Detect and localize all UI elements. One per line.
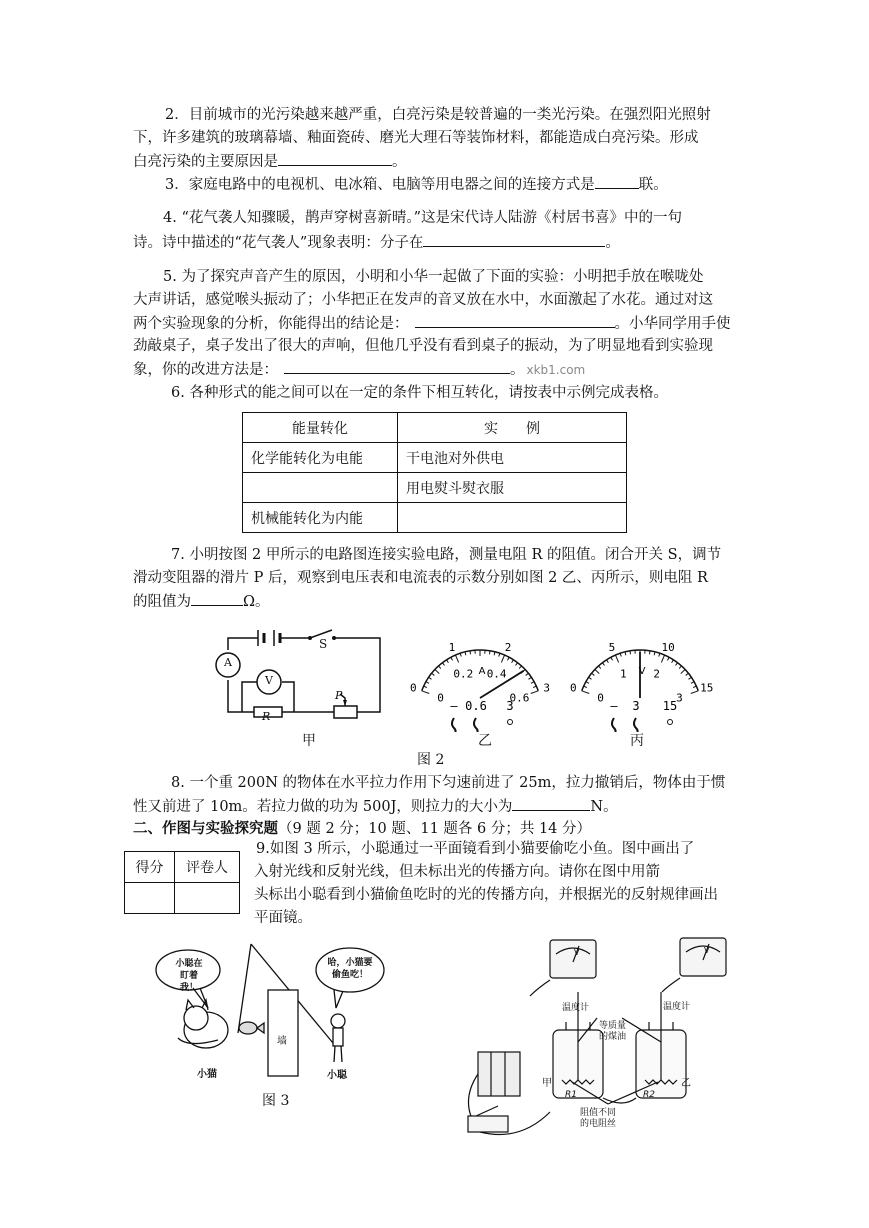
boy-bubble: 哈，小猫要 偷鱼吃！ <box>327 958 373 980</box>
dial-terminal-label: 15 <box>662 699 678 713</box>
dial-terminal <box>508 720 513 725</box>
section-heading: 二、作图与实验探究题（9 题 2 分；10 题、11 题各 6 分；共 14 分） <box>133 821 592 837</box>
dial-tick <box>582 691 590 694</box>
boy-label: 小聪 <box>327 1070 347 1081</box>
table-header: 能量转化 <box>243 413 398 443</box>
dial-tick <box>611 657 613 660</box>
score-table <box>124 851 240 914</box>
dial-tick <box>501 655 504 662</box>
figure-caption: 图 2 <box>417 752 445 768</box>
dial-tick <box>460 653 461 656</box>
q5-line5: 象，你的改进方法是： 。 xkb1.com <box>133 358 585 381</box>
q9-line1: 9.如图 3 所示，小聪通过一平面镜看到小猫要偷吃小鱼。图中画出了 <box>256 841 695 857</box>
dial-outer-label: 5 <box>608 640 616 654</box>
table-cell-answer[interactable] <box>398 503 627 533</box>
dial-tick <box>599 666 601 669</box>
dial-tick <box>489 651 490 654</box>
dial-tick <box>432 673 435 675</box>
q2-line3: 白亮污染的主要原因是 。 <box>133 150 407 173</box>
table-header: 实 例 <box>398 413 627 443</box>
dial-outer-label: 0 <box>409 681 417 695</box>
answer-blank[interactable] <box>423 231 605 247</box>
table-cell: 干电池对外供电 <box>398 443 627 473</box>
thermometer-right-label: 温度计 <box>663 1002 691 1012</box>
dial-tick <box>507 657 509 660</box>
q9-line4: 平面镜。 <box>254 910 312 926</box>
table-cell: 化学能转化为电能 <box>243 443 398 473</box>
thermometer-left-label: 温度计 <box>562 1003 590 1013</box>
dial-outer-label: 10 <box>661 640 675 654</box>
dial-tick <box>442 663 444 666</box>
score-cell[interactable] <box>125 883 175 914</box>
energy-table <box>242 412 627 533</box>
q9-line2: 入射光线和反射光线，但未标出光的传播方向。请你在图中用箭 <box>254 864 660 880</box>
dial-terminal-label: 3 <box>632 699 640 713</box>
dial-wire <box>612 718 616 732</box>
dial-tick <box>607 660 609 663</box>
answer-blank[interactable] <box>512 795 590 811</box>
circuit-diagram <box>210 620 390 720</box>
dial-tick <box>661 655 664 662</box>
dial-tick <box>686 673 689 675</box>
switch-label: S <box>319 637 328 651</box>
table-cell: 机械能转化为内能 <box>243 503 398 533</box>
dial-outer-label: 2 <box>504 640 512 654</box>
watermark: xkb1.com <box>526 363 586 377</box>
q4-line2: 诗。诗中描述的“花气袭人”现象表明：分子在 。 <box>133 231 620 254</box>
answer-blank[interactable] <box>595 173 639 189</box>
dial-tick <box>693 686 696 687</box>
cat-label: 小猫 <box>197 1069 217 1080</box>
dial-tick <box>679 666 681 669</box>
ammeter-svg <box>400 612 560 732</box>
ammeter-label: A <box>224 656 232 669</box>
dial-tick <box>470 651 471 654</box>
dial-tick <box>586 682 589 684</box>
dial-tick <box>533 686 536 687</box>
dial-tick <box>649 651 650 654</box>
dial-tick <box>451 657 453 660</box>
dial-terminal <box>668 720 673 725</box>
q5-line4: 劲敲桌子，桌子发出了很大的声响，但他几乎没有看到桌子的振动，为了明显地看到实验现 <box>133 338 713 354</box>
dial-terminal-label: — <box>450 699 458 713</box>
figure3-caption: 图 3 <box>262 1093 290 1109</box>
q9-line3: 头标出小聪看到小猫偷鱼吃时的光的传播方向，并根据光的反射规律画出 <box>254 887 718 903</box>
dial-inner-label: 0 <box>597 691 604 705</box>
ammeter-dial <box>400 612 560 732</box>
dial-tick <box>426 682 429 684</box>
dial-terminal-label: — <box>610 699 618 713</box>
figure-label-jia: 甲 <box>302 733 316 749</box>
voltmeter-label: V <box>265 674 273 687</box>
dial-inner-label: 0.6 <box>509 691 530 705</box>
dial-tick <box>499 653 500 656</box>
dial-inner-label: 0 <box>437 691 444 705</box>
dial-inner-label: 1 <box>620 667 627 681</box>
dial-unit: V <box>638 666 646 677</box>
dial-tick <box>615 655 618 662</box>
score-header: 得分 <box>125 852 175 883</box>
q7-line3: 的阻值为 Ω。 <box>133 590 270 613</box>
voltmeter-svg <box>560 612 720 732</box>
q7-line1: 7. 小明按图 2 甲所示的电路图连接实验电路，测量电阻 R 的阻值。闭合开关 S，调节 <box>171 547 722 563</box>
dial-tick <box>531 691 539 694</box>
meter-right-label: V <box>704 946 710 955</box>
dial-tick <box>422 691 430 694</box>
dial-terminal-label: 0.6 <box>465 699 487 713</box>
dial-tick <box>672 660 674 663</box>
dial-tick <box>531 682 534 684</box>
dial-tick <box>691 682 694 684</box>
slider-label: P <box>335 689 343 702</box>
grader-cell[interactable] <box>175 883 240 914</box>
dial-tick <box>691 691 699 694</box>
q8-line1: 8. 一个重 200N 的物体在水平拉力作用下匀速前进了 25m，拉力撤销后，物体由于惯 <box>171 775 726 791</box>
dial-tick <box>435 669 439 673</box>
grader-header: 评卷人 <box>175 852 240 883</box>
kerosene-label: 等质量 的煤油 <box>599 1021 627 1042</box>
wall-label: 墙 <box>277 1036 287 1047</box>
meter-left-label: V <box>574 948 580 957</box>
q4-line1: 4. “花气袭人知骤暖，鹊声穿树喜新晴。”这是宋代诗人陆游《村居书喜》中的一句 <box>163 210 683 226</box>
dial-tick <box>602 663 604 666</box>
dial-outer-label: 15 <box>700 681 714 695</box>
q6-intro: 6. 各种形式的能之间可以在一定的条件下相互转化，请按表中示例完成表格。 <box>171 385 668 401</box>
dial-tick <box>595 669 599 673</box>
dial-outer-label: 0 <box>569 681 577 695</box>
dial-tick <box>429 677 432 679</box>
voltmeter-dial <box>560 612 720 732</box>
dial-tick <box>455 655 458 662</box>
dial-wire <box>452 718 456 732</box>
dial-tick <box>526 673 529 675</box>
answer-blank[interactable] <box>278 150 392 166</box>
q2-line1: 2．目前城市的光污染越来越严重，白亮污染是较普遍的一类光污染。在强烈阳光照射 <box>165 107 711 123</box>
table-header-row <box>243 413 627 443</box>
dial-outer-label: 1 <box>448 640 456 654</box>
q5-line1: 5. 为了探究声音产生的原因，小明和小华一起做了下面的实验：小明把手放在喉咙处 <box>163 269 704 285</box>
answer-blank[interactable] <box>191 590 243 606</box>
dial-tick <box>519 666 521 669</box>
dial-terminal-label: 3 <box>506 699 514 713</box>
resistor-r2-label: R2 <box>643 1090 655 1100</box>
figure-label-bing: 丙 <box>630 733 644 749</box>
q2-line2: 下，许多建筑的玻璃幕墙、釉面瓷砖、磨光大理石等装饰材料，都能造成白亮污染。形成 <box>133 130 699 146</box>
q5-line2: 大声讲话，感觉喉头振动了；小华把正在发声的音叉放在水中，水面激起了水花。通过对这 <box>133 292 713 308</box>
table-row <box>243 473 627 503</box>
dial-tick <box>584 686 587 687</box>
dial-tick <box>659 653 660 656</box>
resistance-wire-label: 阻值不同 的电阻丝 <box>580 1108 617 1129</box>
dial-tick <box>424 686 427 687</box>
q8-line2: 性又前进了 10m。若拉力做的功为 500J，则拉力的大小为 N。 <box>133 795 618 818</box>
container-left-label: 甲 <box>542 1078 552 1089</box>
dial-tick <box>592 673 595 675</box>
resistor-label: R <box>262 710 271 723</box>
dial-tick <box>620 653 621 656</box>
dial-tick <box>688 677 691 679</box>
container-right-label: 乙 <box>681 1078 691 1089</box>
resistor-r1-label: R1 <box>565 1090 577 1100</box>
figure-label-yi: 乙 <box>478 733 492 749</box>
dial-tick <box>589 677 592 679</box>
dial-tick <box>515 663 517 666</box>
dial-inner-label: 3 <box>676 691 683 705</box>
table-cell: 用电熨斗熨衣服 <box>398 473 627 503</box>
table-row <box>243 503 627 533</box>
dial-tick <box>667 657 669 660</box>
dial-tick <box>630 651 631 654</box>
dial-inner-label: 2 <box>653 667 660 681</box>
dial-unit: A <box>478 666 486 677</box>
answer-blank[interactable] <box>284 358 510 374</box>
answer-blank[interactable] <box>415 312 615 328</box>
table-cell-answer[interactable] <box>243 473 398 503</box>
dial-outer-label: 3 <box>543 681 551 695</box>
dial-tick <box>681 669 685 673</box>
q7-line2: 滑动变阻器的滑片 P 后，观察到电压表和电流表的示数分别如图 2 乙、丙所示，则电阻 R <box>133 570 708 586</box>
dial-tick <box>439 666 441 669</box>
cat-bubble: 小聪在 盯着我！ <box>175 959 203 993</box>
table-row <box>243 443 627 473</box>
dial-inner-label: 0.2 <box>453 667 474 681</box>
dial-tick <box>447 660 449 663</box>
q5-line3: 两个实验现象的分析，你能得出的结论是： 。小华同学用手使 <box>133 312 731 335</box>
dial-inner-label: 0.4 <box>486 667 507 681</box>
dial-tick <box>528 677 531 679</box>
dial-tick <box>675 663 677 666</box>
q3-line: 3．家庭电路中的电视机、电冰箱、电脑等用电器之间的连接方式是 联。 <box>165 173 668 196</box>
dial-tick <box>512 660 514 663</box>
